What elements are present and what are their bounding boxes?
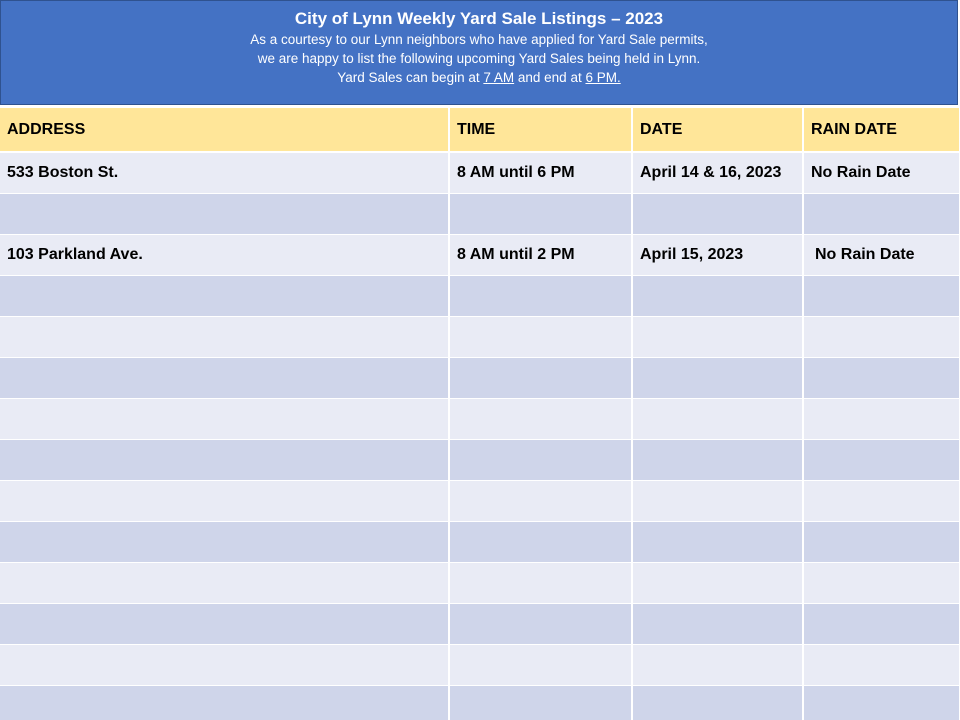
time-cell — [449, 316, 632, 357]
rain-date-cell: No Rain Date — [803, 152, 960, 193]
intro-line-1: As a courtesy to our Lynn neighbors who have applied for Yard Sale permits, — [250, 32, 708, 47]
time-cell — [449, 480, 632, 521]
table-row — [0, 521, 960, 562]
table-row — [0, 439, 960, 480]
time-cell — [449, 398, 632, 439]
address-cell — [0, 480, 449, 521]
time-cell — [449, 193, 632, 234]
address-cell: 533 Boston St. — [0, 152, 449, 193]
time-cell — [449, 275, 632, 316]
rain-date-cell — [803, 193, 960, 234]
column-header-time: TIME — [449, 108, 632, 152]
table-row — [0, 316, 960, 357]
table-row — [0, 480, 960, 521]
intro-line-3 — [1, 68, 957, 87]
date-cell — [632, 644, 803, 685]
rain-date-cell — [803, 357, 960, 398]
date-cell — [632, 521, 803, 562]
column-header-address: ADDRESS — [0, 108, 449, 152]
date-cell — [632, 562, 803, 603]
date-cell — [632, 439, 803, 480]
rain-date-cell — [803, 398, 960, 439]
address-cell — [0, 685, 449, 720]
time-cell: 8 AM until 6 PM — [449, 152, 632, 193]
date-cell — [632, 316, 803, 357]
rain-date-cell — [803, 480, 960, 521]
table-row — [0, 685, 960, 720]
address-cell — [0, 398, 449, 439]
date-cell: April 15, 2023 — [632, 234, 803, 275]
address-cell — [0, 193, 449, 234]
date-cell — [632, 685, 803, 720]
table-row — [0, 234, 960, 275]
column-header-date: DATE — [632, 108, 803, 152]
page-title: City of Lynn Weekly Yard Sale Listings – 2023 — [294, 9, 664, 28]
address-cell — [0, 439, 449, 480]
table-header-row — [0, 108, 960, 152]
date-cell: April 14 & 16, 2023 — [632, 152, 803, 193]
start-time: 7 AM — [483, 70, 515, 85]
address-cell: 103 Parkland Ave. — [0, 234, 449, 275]
rain-date-cell — [803, 316, 960, 357]
header-banner — [0, 0, 958, 105]
time-cell — [449, 603, 632, 644]
rain-date-cell — [803, 275, 960, 316]
address-cell — [0, 603, 449, 644]
rain-date-cell — [803, 685, 960, 720]
intro-line-2: we are happy to list the following upcoming Yard Sales being held in Lynn. — [257, 51, 701, 66]
table-row — [0, 644, 960, 685]
table-row — [0, 562, 960, 603]
hours-prefix: Yard Sales can begin at — [337, 70, 480, 85]
address-cell — [0, 562, 449, 603]
time-cell — [449, 439, 632, 480]
time-cell — [449, 644, 632, 685]
date-cell — [632, 193, 803, 234]
rain-date-cell — [803, 603, 960, 644]
time-cell — [449, 357, 632, 398]
date-cell — [632, 480, 803, 521]
rain-date-cell — [803, 521, 960, 562]
end-time: 6 PM. — [585, 70, 621, 85]
date-cell — [632, 603, 803, 644]
date-cell — [632, 275, 803, 316]
time-cell — [449, 521, 632, 562]
time-cell — [449, 685, 632, 720]
table-row — [0, 603, 960, 644]
address-cell — [0, 521, 449, 562]
table-row — [0, 357, 960, 398]
address-cell — [0, 644, 449, 685]
rain-date-cell — [803, 439, 960, 480]
rain-date-cell — [803, 562, 960, 603]
address-cell — [0, 275, 449, 316]
address-cell — [0, 357, 449, 398]
table-row — [0, 398, 960, 439]
table-row — [0, 193, 960, 234]
address-cell — [0, 316, 449, 357]
yard-sale-table — [0, 108, 960, 720]
time-cell — [449, 562, 632, 603]
rain-date-cell: No Rain Date — [803, 234, 960, 275]
table-row — [0, 152, 960, 193]
date-cell — [632, 357, 803, 398]
time-cell: 8 AM until 2 PM — [449, 234, 632, 275]
column-header-rain-date: RAIN DATE — [803, 108, 960, 152]
table-row — [0, 275, 960, 316]
date-cell — [632, 398, 803, 439]
rain-date-cell — [803, 644, 960, 685]
hours-middle: and end at — [517, 70, 582, 85]
